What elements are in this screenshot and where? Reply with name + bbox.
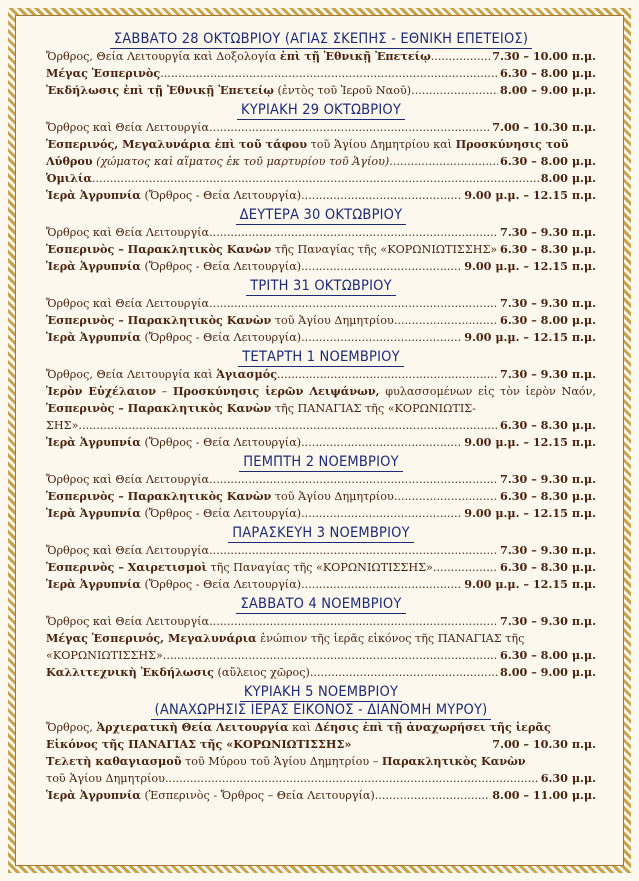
day-header-text: ΣΑΒΒΑΤΟ 4 ΝΟΕΜΒΡΙΟΥ [236,595,405,614]
service-detail: (Ὄρθρος - Θεία Λειτουργία) [140,436,302,449]
service-time: 7.00 – 10.30 π.μ. [492,737,596,751]
day-header-text: ΤΡΙΤΗ 31 ΟΚΤΩΒΡΙΟΥ [246,277,396,296]
service-detail: Ὄρθρος καὶ Θεία Λειτουργία [46,544,210,557]
service-name [46,471,209,488]
service-time: 8.00 – 9.00 μ.μ. [500,665,596,679]
spacer [351,736,490,753]
schedule-row [46,664,596,681]
service-time: 8.00 – 11.00 μ.μ. [492,788,596,802]
service-detail: «ΚΟΡΩΝΙΩΤΙΣΣΗΣ» [46,649,163,662]
service-name [46,366,277,383]
service-name [46,170,92,187]
service-name [46,385,596,415]
schedule-row [46,295,596,312]
section-gap [46,804,596,806]
dot-leader [375,787,490,804]
schedule-row [46,258,596,275]
schedule-row [46,241,596,258]
day-header [46,206,596,224]
day-header [46,595,596,613]
dot-leader [301,505,462,522]
day-header-text: ΔΕΥΤΕΡΑ 30 ΟΚΤΩΒΡΙΟΥ [236,206,407,225]
service-title: Ἁγιασμός [216,367,278,381]
service-time: 7.30 – 10.00 π.μ. [492,49,596,63]
service-time: 6.30 – 8.30 μ.μ. [500,242,596,256]
day-header [46,453,596,471]
service-name [46,755,526,768]
dot-leader [310,664,498,681]
service-time: 6.30 – 8.30 μ.μ. [500,418,596,432]
schedule-row [46,770,596,787]
service-name [46,153,389,170]
service-name [46,241,497,258]
schedule-row [46,119,596,136]
dot-leader [209,542,498,559]
service-name [46,559,433,576]
schedule-row [46,224,596,241]
service-name [46,187,301,204]
service-detail: (Ὄρθρος - Θεία Λειτουργία) [140,578,302,591]
dot-leader [209,224,498,241]
service-detail: Ὄρθρος καὶ Θεία Λειτουργία [46,615,210,628]
service-title: Τελετὴ καθαγιασμοῦ [46,754,182,768]
dot-leader [301,187,462,204]
service-title: Καλλιτεχνικὴ Ἐκδήλωσις [46,665,214,679]
day-header [46,348,596,366]
service-name [46,224,209,241]
service-time: 6.30 – 8.00 μ.μ. [500,66,596,80]
service-time: 8.00 – 9.00 μ.μ. [500,83,596,97]
service-detail: ἐνώπιον τῆς ἱερᾶς εἰκόνος τῆς ΠΑΝΑΓΙΑΣ τῆς [256,632,525,645]
service-title: Ἱερὰ Ἀγρυπνία [46,435,141,449]
service-time: 6.30 – 8.00 μ.μ. [500,313,596,327]
day-header-text: ΠΑΡΑΣΚΕΥΗ 3 ΝΟΕΜΒΡΙΟΥ [228,524,414,543]
schedule-row [46,488,596,505]
service-title: Ἑσπερινὸς – Παρακλητικὸς Κανὼν [46,313,272,327]
day-header-text: ΣΑΒΒΑΤΟ 28 ΟΚΤΩΒΡΙΟΥ (ΑΓΙΑΣ ΣΚΕΠΗΣ - ΕΘΝΙΚΗ ΕΠΕΤΕΙΟΣ) [110,30,532,49]
service-detail: Ὄρθρος, Θεία Λειτουργία καὶ [46,368,217,381]
service-title: Λύθρου [46,154,93,168]
service-name [46,417,78,434]
dot-leader [394,488,498,505]
service-detail: Ὄρθρος, Θεία Λειτουργία καὶ Δοξολογία [46,50,280,63]
service-title: Ἑσπερινός, Μεγαλυνάρια ἐπὶ τοῦ τάφου [46,137,308,151]
day-header-text: ΚΥΡΙΑΚΗ 5 ΝΟΕΜΒΡΙΟΥ [240,683,402,702]
service-title: Ἱερὰ Ἀγρυπνία [46,788,141,802]
schedule-row [46,719,596,736]
service-detail: τοῦ Ἁγίου Δημητρίου [46,772,165,785]
service-time: 7.30 – 9.30 π.μ. [500,296,596,310]
service-time: 6.30 – 8.00 μ.μ. [500,648,596,662]
service-title: Εἰκόνος τῆς ΠΑΝΑΓΙΑΣ τῆς «ΚΟΡΩΝΙΩΤΙΣΣΗΣ» [46,737,352,751]
service-title: Δέησις ἐπὶ τῇ ἀναχωρήσει τῆς ἱερᾶς [314,720,551,734]
service-detail: καὶ [288,721,315,734]
schedule-row [46,187,596,204]
dot-leader [433,559,498,576]
schedule-row [46,559,596,576]
dot-leader [389,153,498,170]
day-header [46,524,596,542]
day-header-text: ΠΕΜΠΤΗ 2 ΝΟΕΜΒΡΙΟΥ [239,453,403,472]
service-time: 7.30 – 9.30 π.μ. [500,225,596,239]
service-detail: – [155,385,173,398]
service-name [46,295,209,312]
service-name [46,787,375,804]
schedule-row [46,366,596,383]
schedule-row [46,383,596,417]
service-time: 6.30 – 8.30 μ.μ. [500,560,596,574]
service-title: Ἱερὰ Ἀγρυπνία [46,577,141,591]
dot-leader [411,82,498,99]
service-title: Μέγας Ἑσπερινός, Μεγαλυνάρια [46,631,257,645]
service-name [46,488,394,505]
service-title: Ἱερὰ Ἀγρυπνία [46,259,141,273]
dot-leader [165,770,539,787]
schedule-row [46,505,596,522]
service-name [46,48,431,65]
day-header [46,683,596,701]
service-detail: (Ὄρθρος - Θεία Λειτουργία) [140,260,302,273]
schedule [46,30,596,806]
dot-leader [78,417,498,434]
dot-leader [209,295,498,312]
service-title: Ἑσπερινὸς – Παρακλητικὸς Κανὼν [46,489,272,503]
service-title: Μέγας Ἑσπερινὸς [46,66,161,80]
schedule-row [46,647,596,664]
service-name [46,542,209,559]
service-title: Ἱερὰ Ἀγρυπνία [46,188,141,202]
service-title: Προσκύνησις τοῦ [455,137,569,151]
day-header [46,30,596,48]
service-detail: τῆς Παναγίας τῆς «ΚΟΡΩΝΙΩΤΙΣΣΗΣ» [206,561,433,574]
schedule-row [46,434,596,451]
schedule-row [46,630,596,647]
service-detail: τοῦ Μύρου τοῦ Ἁγίου Δημητρίου – [181,755,382,768]
service-title: Παρακλητικὸς Κανὼν [381,754,526,768]
service-name [46,721,551,734]
service-detail: Ὄρθρος καὶ Θεία Λειτουργία [46,473,210,486]
schedule-row [46,542,596,559]
service-name [46,770,165,787]
service-title: Ἑσπερινὸς – Παρακλητικὸς Κανὼν [46,242,272,256]
service-time: 7.00 – 10.30 π.μ. [492,120,596,134]
service-time: 7.30 – 9.30 π.μ. [500,614,596,628]
schedule-row [46,170,596,187]
day-subheader-text: (ΑΝΑΧΩΡΗΣΙΣ ΙΕΡΑΣ ΕΙΚΟΝΟΣ - ΔΙΑΝΟΜΗ ΜΥΡΟΥ) [151,701,492,720]
service-name [46,82,411,99]
schedule-row [46,48,596,65]
service-name [46,632,524,645]
service-name [46,258,301,275]
schedule-row [46,153,596,170]
service-title: Ἱερὰ Ἀγρυπνία [46,330,141,344]
service-time: 8.00 μ.μ. [540,171,596,185]
service-title: Ἱερὰ Ἀγρυπνία [46,506,141,520]
day-subheader [46,701,596,719]
service-name [46,613,209,630]
service-title: ἐπὶ τῇ Ἐθνικῇ Ἐπετείῳ [279,49,431,63]
service-detail: τῆς ΠΑΝΑΓΙΑΣ τῆς «ΚΟΡΩΝΙΩΤΙΣ- [271,402,476,415]
service-time: 6.30 – 8.00 μ.μ. [500,154,596,168]
schedule-row [46,312,596,329]
service-detail: φυλασσομένων εἰς τὸν ἱερὸν Ναόν, [379,385,596,398]
dot-leader [163,647,498,664]
service-detail: ΣΗΣ» [46,419,79,432]
service-detail: Ὄρθρος καὶ Θεία Λειτουργία [46,226,210,239]
schedule-row [46,417,596,434]
service-detail: (αὔλειος χῶρος) [213,666,310,679]
dot-leader [209,471,498,488]
dot-leader [301,434,462,451]
schedule-row [46,736,596,753]
service-time: 9.00 μ.μ. – 12.15 π.μ. [464,259,596,273]
service-title: Ἱερὸν Εὐχέλαιον [46,384,156,398]
schedule-row [46,329,596,346]
service-time: 9.00 μ.μ. – 12.15 π.μ. [464,435,596,449]
service-name [46,434,301,451]
schedule-row [46,65,596,82]
service-detail: Ὄρθρος, [46,721,97,734]
service-time: 7.30 – 9.30 π.μ. [500,543,596,557]
service-detail: τῆς Παναγίας τῆς «ΚΟΡΩΝΙΩΤΙΣΣΗΣ» [271,243,498,256]
dot-leader [92,170,539,187]
service-name [46,312,394,329]
service-time: 7.30 – 9.30 π.μ. [500,367,596,381]
service-name [46,647,163,664]
schedule-row [46,576,596,593]
service-title: Ἑσπερινὸς – Παρακλητικὸς Κανὼν [46,401,272,415]
service-name [46,664,310,681]
service-name [46,329,301,346]
service-title: Προσκύνησις ἱερῶν Λειψάνων, [172,384,380,398]
service-detail: Ὄρθρος καὶ Θεία Λειτουργία [46,297,210,310]
schedule-row [46,753,596,770]
service-detail: Ὄρθρος καὶ Θεία Λειτουργία [46,121,210,134]
service-detail: (ἐντὸς τοῦ Ἱεροῦ Ναοῦ) [273,84,412,97]
service-title: Ὁμιλία [46,171,92,185]
dot-leader [301,258,462,275]
service-detail: (Ἑσπερινὸς - Ὄρθρος – Θεία Λειτουργία) [140,789,375,802]
dot-leader [431,48,491,65]
service-time: 9.00 μ.μ. – 12.15 π.μ. [464,188,596,202]
dot-leader [394,312,498,329]
service-detail: τοῦ Ἁγίου Δημητρίου καὶ [307,138,456,151]
service-time: 6.30 μ.μ. [540,771,596,785]
service-title: Ἑσπερινὸς – Χαιρετισμοὶ [46,560,207,574]
service-time: 6.30 – 8.30 μ.μ. [500,489,596,503]
service-time: 9.00 μ.μ. – 12.15 π.μ. [464,506,596,520]
dot-leader [160,65,498,82]
service-name [46,65,160,82]
schedule-row [46,787,596,804]
day-header [46,277,596,295]
dot-leader [301,576,462,593]
service-name [46,505,301,522]
service-detail: (Ὄρθρος - Θεία Λειτουργία) [140,331,302,344]
dot-leader [209,613,498,630]
service-detail: τοῦ Ἁγίου Δημητρίου [271,314,394,327]
service-detail: (Ὄρθρος - Θεία Λειτουργία) [140,507,302,520]
service-time: 9.00 μ.μ. – 12.15 π.μ. [464,577,596,591]
service-name [46,576,301,593]
day-header [46,101,596,119]
service-time: 9.00 μ.μ. – 12.15 π.μ. [464,330,596,344]
service-name [46,138,569,151]
service-title: Ἐκδήλωσις ἐπὶ τῇ Ἐθνικῇ Ἐπετείῳ [46,83,274,97]
service-detail: τοῦ Ἁγίου Δημητρίου [271,490,394,503]
dot-leader [301,329,462,346]
dot-leader [277,366,498,383]
service-time: 7.30 – 9.30 π.μ. [500,472,596,486]
day-header-text: ΤΕΤΑΡΤΗ 1 ΝΟΕΜΒΡΙΟΥ [238,348,404,367]
dot-leader [209,119,490,136]
schedule-row [46,613,596,630]
schedule-row [46,471,596,488]
service-name [46,119,209,136]
schedule-row [46,136,596,153]
service-detail: (Ὄρθρος - Θεία Λειτουργία) [140,189,302,202]
schedule-row [46,82,596,99]
service-title: Ἀρχιερατικὴ Θεία Λειτουργία [96,720,289,734]
service-name [46,736,351,753]
day-header-text: ΚΥΡΙΑΚΗ 29 ΟΚΤΩΒΡΙΟΥ [237,101,405,120]
service-detail: (χώματος καὶ αἵματος ἐκ τοῦ μαρτυρίου τοῦ Ἁγίου) [92,155,390,168]
